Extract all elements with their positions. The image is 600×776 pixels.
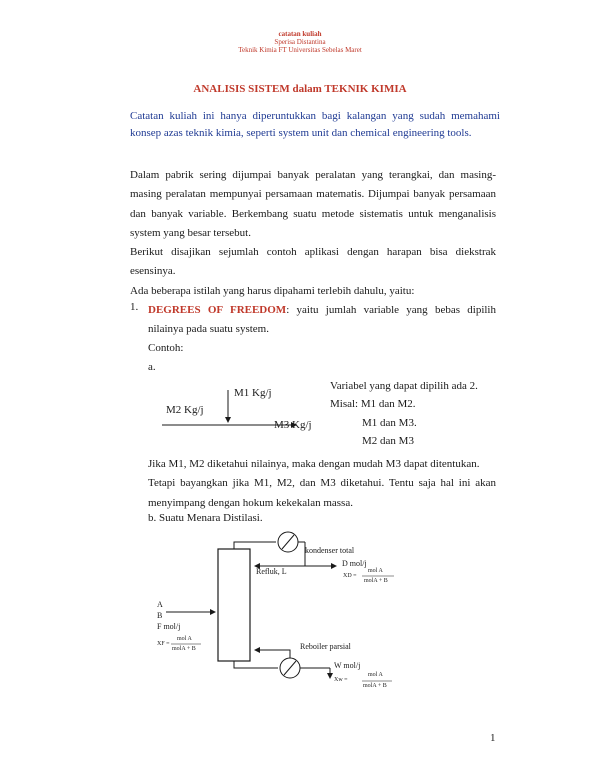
label-reboiler: Reboiler parsial: [300, 642, 351, 651]
paragraph-1: Dalam pabrik sering dijumpai banyak peralatan yang terangkai, dan masing-masing peralatan mempunyai persamaan matematis. Dijumpai banyak persamaan dan banyak variable. Berkembang suatu metode sistematis untuk menganalisis system yang besar tersebut.: [130, 169, 496, 239]
item-1-text: : yaitu jumlah variable yang bebas dipilih nilainya pada suatu system.: [148, 304, 496, 336]
label-kondenser: kondenser total: [305, 546, 355, 555]
label-refluk: Refluk, L: [256, 567, 287, 576]
label-feed-b: B: [157, 611, 163, 620]
sub-b-label: b. Suatu Menara Distilasi.: [148, 512, 263, 524]
header-line-2: Sperisa Distantina: [274, 38, 326, 47]
contoh-label: Contoh:: [148, 342, 184, 354]
page-number: 1: [490, 732, 496, 744]
label-w-flow: W mol/j: [334, 661, 361, 670]
header-line-1: catatan kuliah: [278, 30, 322, 38]
xf-den: molA + B: [172, 646, 196, 652]
xd-lhs: XD =: [343, 573, 357, 579]
overhead-vapor-line: [234, 542, 276, 549]
label-d-flow: D mol/j: [342, 559, 367, 568]
jika-text: Jika M1, M2 diketahui nilainya, maka dengan mudah M3 dapat ditentukan.: [148, 458, 480, 470]
header-line-3: Teknik Kimia FT Universitas Sebelas Maret: [238, 46, 362, 55]
paragraph-2: Berikut disajikan sejumlah contoh aplikasi dengan harapan bisa diekstrak esensinya.: [130, 246, 496, 278]
bottoms-line: [234, 661, 278, 668]
xw-lhs: Xw =: [334, 677, 348, 683]
item-1-term: DEGREES OF FREEDOM: [148, 304, 287, 316]
paragraph-3: Ada beberapa istilah yang harus dipahami terlebih dahulu, yaitu:: [130, 284, 415, 297]
label-m3: M3 Kg/j: [274, 419, 312, 431]
option-2: M1 dan M3.: [362, 417, 417, 429]
boilup-arrow: [255, 650, 290, 658]
sub-a-label: a.: [148, 361, 156, 373]
label-m2: M2 Kg/j: [166, 404, 204, 416]
xd-num: mol A: [368, 568, 383, 574]
item-1-number: 1.: [130, 301, 139, 313]
xw-den: molA + B: [363, 683, 387, 689]
tetapi-text: Tetapi bayangkan jika M1, M2, dan M3 diketahui. Tentu saja hal ini akan menyimpang dengan hokum kekekalan massa.: [148, 477, 496, 509]
jika-paragraph: [148, 455, 496, 513]
xf-lhs: XF =: [157, 641, 170, 647]
label-m1: M1 Kg/j: [234, 387, 272, 399]
document-title: ANALISIS SISTEM dalam TEKNIK KIMIA: [193, 83, 407, 95]
misal-text: Misal: M1 dan M2.: [330, 398, 416, 410]
label-feed-f: F mol/j: [157, 622, 181, 631]
intro-paragraph: Catatan kuliah ini hanya diperuntukkan bagi kalangan yang sudah memahami konsep azas teknik kimia, seperti system unit dan chemical engineering tools.: [130, 110, 500, 139]
variabel-text: Variabel yang dapat dipilih ada 2.: [330, 380, 478, 392]
xw-num: mol A: [368, 672, 383, 678]
label-feed-a: A: [157, 600, 163, 609]
xf-num: mol A: [177, 636, 192, 642]
option-3: M2 dan M3: [362, 435, 414, 447]
xd-den: molA + B: [364, 578, 388, 584]
distillation-column: [218, 549, 250, 661]
